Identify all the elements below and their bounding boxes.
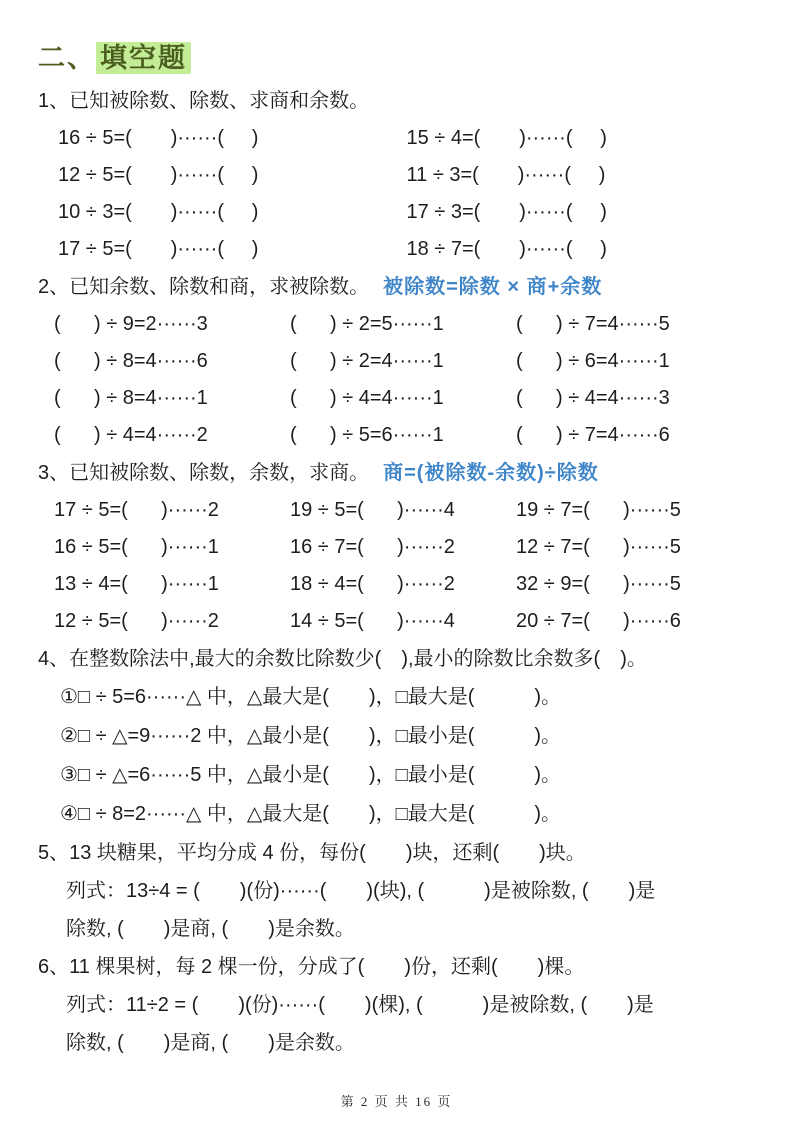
exercise-item: ( ) ÷ 8=4······1 (54, 387, 208, 409)
exercise-item: 12 ÷ 5=( )······( ) (58, 164, 259, 186)
section-title-prefix: 二、 (38, 43, 96, 73)
question-5-line3: 除数, ( )是商, ( )是余数。 (66, 918, 355, 940)
question-4-subitem: ③□ ÷ △=6······5 中，△最小是( )，□最小是( )。 (60, 764, 562, 786)
exercise-item: ( ) ÷ 2=4······1 (290, 350, 444, 372)
exercise-item: 19 ÷ 7=( )······5 (516, 499, 681, 521)
exercise-item: ( ) ÷ 8=4······6 (54, 350, 208, 372)
question-6-line1: 6、11 棵果树，每 2 棵一份，分成了( )份，还剩( )棵。 (38, 956, 585, 978)
exercise-item: ( ) ÷ 4=4······1 (290, 387, 444, 409)
question-2-grid (38, 306, 755, 454)
exercise-item: ( ) ÷ 7=4······6 (516, 424, 670, 446)
question-4-subitem: ②□ ÷ △=9······2 中，△最小是( )，□最小是( )。 (60, 725, 562, 747)
question-6-line3: 除数, ( )是商, ( )是余数。 (66, 1032, 355, 1054)
exercise-item: 16 ÷ 5=( )······( ) (58, 127, 259, 149)
question-2-formula: 被除数=除数 × 商+余数 (383, 276, 603, 298)
exercise-item: ( ) ÷ 6=4······1 (516, 350, 670, 372)
exercise-item: 17 ÷ 3=( )······( ) (406, 201, 607, 223)
question-4-subitem: ①□ ÷ 5=6······△ 中，△最大是( )，□最大是( )。 (60, 686, 562, 708)
exercise-item: ( ) ÷ 9=2······3 (54, 313, 208, 335)
question-4-subitem: ④□ ÷ 8=2······△ 中，△最大是( )，□最大是( )。 (60, 803, 562, 825)
exercise-item: 12 ÷ 7=( )······5 (516, 536, 681, 558)
question-1-grid (38, 120, 755, 268)
exercise-item: 18 ÷ 4=( )······2 (290, 573, 455, 595)
exercise-item: ( ) ÷ 5=6······1 (290, 424, 444, 446)
question-6-line2: 列式：11÷2 = ( )(份)······( )(棵), ( )是被除数, ( )是 (66, 994, 654, 1016)
exercise-item: ( ) ÷ 4=4······2 (54, 424, 208, 446)
section-title-highlight: 填空题 (96, 42, 191, 74)
exercise-item: 20 ÷ 7=( )······6 (516, 610, 681, 632)
exercise-item: 10 ÷ 3=( )······( ) (58, 201, 259, 223)
exercise-item: 12 ÷ 5=( )······2 (54, 610, 219, 632)
exercise-item: 15 ÷ 4=( )······( ) (406, 127, 607, 149)
exercise-item: 16 ÷ 5=( )······1 (54, 536, 219, 558)
exercise-item: 19 ÷ 5=( )······4 (290, 499, 455, 521)
question-3-grid (38, 492, 755, 640)
question-4-title: 4、在整数除法中,最大的余数比除数少( ),最小的除数比余数多( )。 (38, 648, 647, 670)
exercise-item: 32 ÷ 9=( )······5 (516, 573, 681, 595)
section-title (38, 40, 755, 76)
exercise-item: 18 ÷ 7=( )······( ) (406, 238, 607, 260)
question-2-text: 2、已知余数、除数和商，求被除数。 (38, 276, 370, 298)
question-3-formula: 商=(被除数-余数)÷除数 (383, 462, 599, 484)
exercise-item: 13 ÷ 4=( )······1 (54, 573, 219, 595)
exercise-item: ( ) ÷ 7=4······5 (516, 313, 670, 335)
question-5-line1: 5、13 块糖果，平均分成 4 份，每份( )块，还剩( )块。 (38, 842, 586, 864)
question-3-text: 3、已知被除数、除数，余数，求商。 (38, 462, 370, 484)
exercise-item: 16 ÷ 7=( )······2 (290, 536, 455, 558)
exercise-item: 17 ÷ 5=( )······2 (54, 499, 219, 521)
question-2-title (38, 268, 755, 306)
exercise-item: 17 ÷ 5=( )······( ) (58, 238, 259, 260)
question-1-title: 1、已知被除数、除数、求商和余数。 (38, 90, 370, 112)
question-4-items (38, 678, 755, 834)
exercise-item: ( ) ÷ 4=4······3 (516, 387, 670, 409)
question-5-line2: 列式：13÷4 = ( )(份)······( )(块), ( )是被除数, ( )是 (66, 880, 656, 902)
exercise-item: 14 ÷ 5=( )······4 (290, 610, 455, 632)
question-3-title (38, 454, 755, 492)
exercise-item: 11 ÷ 3=( )······( ) (406, 164, 606, 186)
page-number: 第 2 页 共 16 页 (340, 1094, 453, 1109)
exercise-item: ( ) ÷ 2=5······1 (290, 313, 444, 335)
